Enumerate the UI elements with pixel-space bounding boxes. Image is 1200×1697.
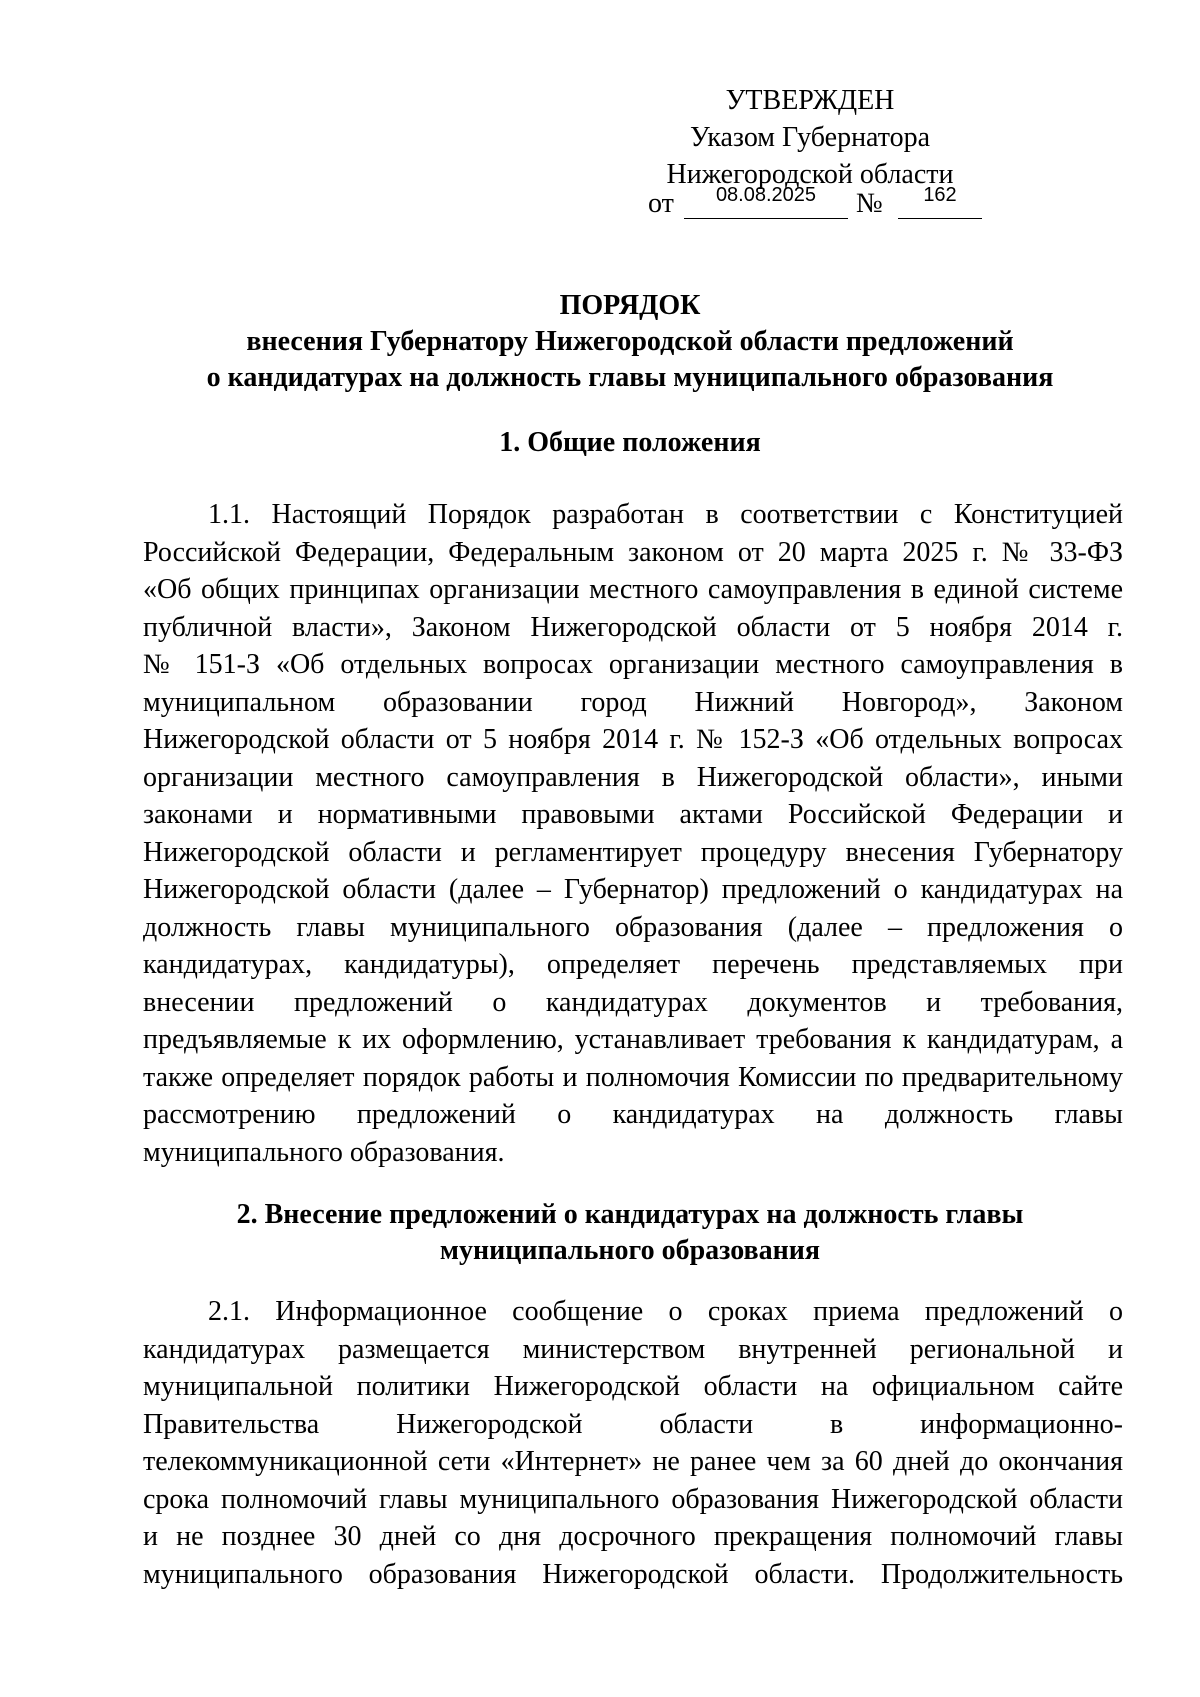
section-1-heading-text: 1. Общие положения bbox=[499, 427, 761, 458]
paragraph-line: муниципального образования Нижегородской области. Продолжительность bbox=[143, 1558, 1123, 1590]
paragraph-line: 1.1. Настоящий Порядок разработан в соответствии с Конституцией bbox=[208, 499, 1123, 530]
paragraph-line-last: муниципального образования. bbox=[143, 1136, 505, 1168]
paragraph-line: внесении предложений о кандидатурах документов и требования, bbox=[143, 986, 1123, 1018]
number-underline bbox=[898, 218, 982, 219]
paragraph-line: кандидатурах размещается министерством внутренней региональной и bbox=[143, 1333, 1123, 1365]
paragraph-line: кандидатурах, кандидатуры), определяет перечень представляемых при bbox=[143, 949, 1123, 980]
paragraph-2-1 bbox=[143, 1293, 1123, 1593]
approval-region-line: Нижегородской области bbox=[666, 159, 954, 190]
paragraph-line: рассмотрению предложений о кандидатурах на должность главы bbox=[143, 1099, 1123, 1130]
title-line-1: ПОРЯДОК bbox=[559, 290, 701, 321]
paragraph-line: 2.1. Информационное сообщение о сроках приема предложений о bbox=[208, 1296, 1123, 1327]
section-2-heading bbox=[140, 1197, 1120, 1269]
paragraph-line: законами и нормативными правовыми актами Российской Федерации и bbox=[143, 799, 1123, 830]
paragraph-line: № 151-З «Об отдельных вопросах организации местного самоуправления в bbox=[143, 649, 1123, 680]
document-title bbox=[140, 288, 1120, 396]
paragraph-line: муниципальной политики Нижегородской области на официальном сайте bbox=[143, 1371, 1123, 1402]
paragraph-line: срока полномочий главы муниципального образования Нижегородской области bbox=[143, 1483, 1123, 1515]
decree-number: 162 bbox=[923, 184, 957, 206]
decree-date: 08.08.2025 bbox=[715, 184, 817, 206]
approval-decree-line: Указом Губернатора bbox=[689, 122, 931, 153]
paragraph-line: Нижегородской области и регламентирует процедуру внесения Губернатору bbox=[143, 836, 1123, 868]
paragraph-line: предъявляемые к их оформлению, устанавливает требования к кандидатурам, а bbox=[143, 1024, 1123, 1055]
paragraph-line: должность главы муниципального образования (далее – предложения о bbox=[143, 911, 1123, 943]
paragraph-line: Российской Федерации, Федеральным законом от 20 марта 2025 г. № 33-ФЗ bbox=[143, 536, 1123, 568]
paragraph-1-1 bbox=[143, 496, 1123, 1171]
paragraph-line: также определяет порядок работы и полномочия Комиссии по предварительному bbox=[143, 1061, 1123, 1093]
paragraph-line: Правительства Нижегородской области в информационно- bbox=[143, 1408, 1123, 1440]
approval-reference bbox=[648, 184, 1008, 224]
date-underline bbox=[684, 218, 848, 219]
paragraph-line: Нижегородской области от 5 ноября 2014 г. № 152-З «Об отдельных вопросах bbox=[143, 724, 1123, 755]
paragraph-line: Нижегородской области (далее – Губернатор) предложений о кандидатурах на bbox=[143, 874, 1123, 905]
section-2-heading-line-1: 2. Внесение предложений о кандидатурах на должность главы bbox=[236, 1199, 1024, 1230]
paragraph-line: телекоммуникационной сети «Интернет» не ранее чем за 60 дней до окончания bbox=[143, 1446, 1123, 1477]
approval-block bbox=[620, 82, 1000, 193]
paragraph-line: и не позднее 30 дней со дня досрочного прекращения полномочий главы bbox=[143, 1521, 1123, 1552]
paragraph-line: муниципальном образовании город Нижний Новгород», Законом bbox=[143, 686, 1123, 718]
section-1-heading bbox=[140, 425, 1120, 461]
approval-title: УТВЕРЖДЕН bbox=[725, 85, 895, 116]
paragraph-line: публичной власти», Законом Нижегородской области от 5 ноября 2014 г. bbox=[143, 611, 1123, 643]
paragraph-line: организации местного самоуправления в Нижегородской области», иными bbox=[143, 761, 1123, 793]
section-2-heading-line-2: муниципального образования bbox=[439, 1235, 821, 1266]
date-label: от bbox=[648, 188, 674, 219]
title-line-2: внесения Губернатору Нижегородской области предложений bbox=[246, 326, 1014, 357]
paragraph-line: «Об общих принципах организации местного самоуправления в единой системе bbox=[143, 574, 1123, 605]
title-line-3: о кандидатурах на должность главы муниципального образования bbox=[206, 362, 1054, 393]
number-label: № bbox=[856, 188, 883, 219]
